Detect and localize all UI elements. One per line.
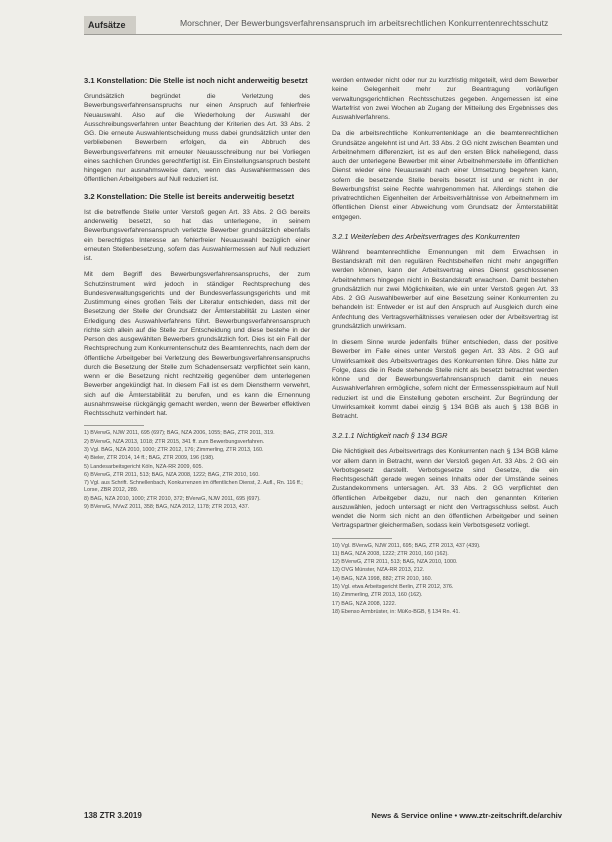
body-paragraph: werden entweder nicht oder nur zu kurzfristig mitgeteilt, wird dem Bewerber keine Gelegenheit mehr zur Beantragung vorläufigen verwaltungsgerichtlichen Rechtsschutzes gegeben. Angemessen ist eine Wartefrist von zwei Wochen ab Zugang der Mitteilung des Ergebnisses des Auswahlverfahrens.	[332, 77, 558, 121]
footnote-rule	[332, 538, 392, 539]
right-column	[332, 76, 558, 617]
body-paragraph: Ist die betreffende Stelle unter Verstoß gegen Art. 33 Abs. 2 GG bereits anderweitig besetzt, so hat das unterlegene, in seinem Bewerbungsverfahrensanspruch verletzte Bewerber grundsätzlich ebenfalls ein berechtigtes Interesse an fehlerfreier Neuauswahl bezüglich einer erneuten Stellenbesetzung, sofern das Auswahlermessen auf Null reduziert ist.	[84, 208, 310, 263]
footnote: 18) Ebenso Armbrüster, in: MüKo-BGB, § 134 Rn. 41.	[332, 608, 460, 615]
footnote-rule	[84, 425, 144, 426]
footnote: 17) BAG, NZA 2008, 1222.	[332, 600, 397, 607]
footnote: 5) Landesarbeitsgericht Köln, NZA-RR 2009, 605.	[84, 463, 203, 470]
footnote: 4) Bieler, ZTR 2014, 14 ff.; BAG, ZTR 2009, 196 (198).	[84, 455, 215, 462]
footnote: 15) Vgl. etwa Arbeitsgericht Berlin, ZTR 2012, 376.	[332, 583, 454, 590]
page-number-journal: 138 ZTR 3.2019	[84, 811, 142, 820]
footnote: 9) BVerwG, NVwZ 2011, 358; BAG, NZA 2012, 1178; ZTR 2013, 437.	[84, 504, 250, 511]
footnote: 1) BVerwG, NJW 2011, 695 (697); BAG, NZA 2006, 1055; BAG, ZTR 2011, 319.	[84, 430, 275, 437]
footnote: 3) Vgl. BAG, NZA 2010, 1000; ZTR 2012, 176; Zimmerling, ZTR 2013, 160.	[84, 447, 264, 453]
body-paragraph: Während beamtenrechtliche Ernennungen mit dem Erwachsen in Bestandskraft mit den regulären Rechtsbehelfen nicht mehr angegriffen werden können, kann der Arbeitsvertrag eines Dienst geschlossenen Arbeitnehmers hingegen nicht in Bestandskraft erwachsen. Damit bestehen grundsätzlich nur zwei Möglichkeiten, wie ein unter Verstoß gegen Art. 33 Abs. 2 GG Auswahlbewerber auf eine Besetzung seiner Konkurrenten zu behandeln ist: Entweder er ist auf den Anspruch auf Ausgleich durch eine Anfechtung des Vertragsverhältnisses verwiesen oder der Arbeitsvertrag ist grundsätzlich unwirksam.	[332, 248, 558, 330]
section-heading: 3.1 Konstellation: Die Stelle ist noch nicht anderweitig besetzt	[84, 76, 308, 85]
section-heading: 3.2 Konstellation: Die Stelle ist bereits anderweitig besetzt	[84, 191, 295, 201]
body-paragraph: Die Nichtigkeit des Arbeitsvertrags des Konkurrenten nach § 134 BGB käme vor allem dann in Betracht, wenn der Verstoß gegen Art. 33 Abs. 2 GG ein Verbotsgesetz darstellt. Verbotsgesetze sind Gesetze, die ein Rechtsgeschäft gerade wegen seines Inhalts oder der Umstände seines Zustandekommens untersagen. Art. 33 Abs. 2 GG verpflichtet den öffentlichen Arbeitgeber dazu, nur nach den genannten Kriterien auszuwählen, jedoch untersagt er nicht den Vertragsschluss selbst. Auch wendet die Norm sich nicht an den öffentlichen Arbeitgeber und seinen Vertragspartner gleichermaßen, sodass kein Verbotsgesetz vorliegt.	[332, 448, 558, 530]
body-paragraph: Mit dem Begriff des Bewerbungsverfahrensanspruchs, der zum Schutzinstrument wird jedoch in ständiger Rechtsprechung des Bundesverwaltungsgerichts und der Bundesverfassungsgerichts und mit Zustimmung eines großen Teils der Literatur entschieden, dass mit der Besetzung der Stelle der Grundsatz der Ämterstabilität zu Lasten einer Erledigung des Auswahlverfahrens führt. Bewerbungsverfahrensanspruch richte sich allein auf die Stelle zur Entscheidung und diese bestehe in der Person des ausgewählten Bewerbers grundsätzlich fort. Dies ist ein Fall der Rechtsprechung zum Konkurrentenschutz des Beamtenrechts, nach dem der öffentliche Arbeitgeber bei Verletzung des Bewerbungsverfahrensanspruchs durch die Besetzung der Stelle zum Schadensersatz verpflichtet sein kann, wenn er die Besetzung nicht rechtzeitig gegenüber dem unterlegenen Bewerber angekündigt hat. In diesem Fall ist es dem Dienstherrn verwehrt, sich auf die Ämterstabilität zu berufen, und es kann die Ernennung ausnahmsweise rückgängig gemacht werden, wenn der Bewerber effektiven Rechtsschutz verhindert hat.	[84, 271, 310, 418]
footnote: 13) OVG Münster, NZA-RR 2013, 212.	[332, 567, 425, 574]
body-paragraph: Da die arbeitsrechtliche Konkurrentenklage an die beamtenrechtlichen Grundsätze angelehnt ist und Art. 33 Abs. 2 GG nicht zwischen Beamten und Arbeitnehmern differenziert, ist es auf den ersten Blick naheliegend, dass auch der unterlegene Bewerber mit einer Arbeitnehmerstelle im öffentlichen Dienst wieder eine Neuauswahl nach einer Umsetzung begehren kann, sofern die besetzende Stelle bereits besetzt ist und er nicht in der Bewerbungsfrist seine Rechte wahrgenommen hat. Allerdings stehen die privatrechtlichen Eigenheiten der Arbeitsverhältnisse von Arbeitnehmern im öffentlichen Dienst einer Abweichung vom Grundsatz der Ämterstabilität entgegen.	[332, 130, 558, 221]
footer-link[interactable]: News & Service online • www.ztr-zeitschrift.de/archiv	[371, 811, 562, 820]
footnote: 6) BVerwG, ZTR 2011, 513; BAG, NZA 2008, 1222; BAG, ZTR 2010, 160.	[84, 471, 260, 478]
body-paragraph: Grundsätzlich begründet die Verletzung des Bewerbungsverfahrensanspruchs nur einen Anspruch auf fehlerfreie Neuauswahl. Also auf die Wiederholung der Auswahl der Ausschreibungsverfahren unter Beachtung der Kriterien des Art. 33 Abs. 2 GG. Die erneute Auswahlentscheidung muss dabei grundsätzlich unter den verbliebenen Bewerbern erfolgen, da ein Abbruch des Bewerbungsverfahrens mit erneuter Neuausschreibung nur bei Vorliegen eines sachlichen Grundes gerechtfertigt ist. Ein Einstellungsanspruch besteht hingegen nur ausnahmsweise dann, wenn das Auswahlermessen des öffentlichen Arbeitgebers auf Null reduziert ist.	[84, 93, 310, 184]
running-title: Morschner, Der Bewerbungsverfahrensanspruch im arbeitsrechtlichen Konkurrentenrechtsschutz	[180, 18, 549, 28]
section-tag: Aufsätze	[84, 16, 136, 34]
footnote: 8) BAG, NZA 2010, 1000; ZTR 2010, 372; BVerwG, NJW 2011, 695 (697).	[84, 495, 261, 502]
subsection-heading: 3.2.1 Weiterleben des Arbeitsvertrages des Konkurrenten	[332, 231, 520, 241]
footnote: 11) BAG, NZA 2008, 1222; ZTR 2010, 160 (162).	[332, 550, 449, 557]
footnotes-list	[84, 430, 310, 511]
left-column	[84, 76, 310, 512]
footnote: 7) Vgl. aus Schrift. Schnellenbach, Konkurrenzen im öffentlichen Dienst, 2. Aufl., Rn. 116 ff.; Lorse, ZBR 2012, 289.	[84, 480, 303, 494]
footnotes-list	[332, 543, 558, 617]
footnote: 10) Vgl. BVerwG, NJW 2011, 695; BAG, ZTR 2013, 437 (439).	[332, 542, 481, 549]
footnote: 12) BVerwG, ZTR 2011, 513; BAG, NZA 2010, 1000.	[332, 559, 458, 566]
body-paragraph: In diesem Sinne wurde jedenfalls früher entschieden, dass der positive Bewerber im Falle eines unter Verstoß gegen Art. 33 Abs. 2 GG auf Unwirksamkeit des Arbeitsvertrages des Konkurrenten führe. Dies hätte zur Folge, dass die in Rede stehende Stelle nicht als besetzt betrachtet werden könne und der Bewerbungsverfahrensanspruch damit ein neues Auswahlverfahren ermögliche, sofern nicht der Ermessensspielraum auf Null reduziert ist und die Einstellung geboten erscheint. Zur Begründung der Unwirksamkeit kommt dabei einzig § 134 BGB als auch § 138 BGB in Betracht.	[332, 339, 558, 420]
footnote: 2) BVerwG, NZA 2013, 1018; ZTR 2015, 341 ff. zum Bewerbungsverfahren.	[84, 438, 265, 445]
footnote: 16) Zimmerling, ZTR 2013, 160 (162).	[332, 592, 423, 599]
subsection-heading: 3.2.1.1 Nichtigkeit nach § 134 BGR	[332, 431, 448, 441]
footnote: 14) BAG, NZA 1998, 882; ZTR 2010, 160.	[332, 575, 433, 582]
header-rule	[84, 34, 562, 35]
